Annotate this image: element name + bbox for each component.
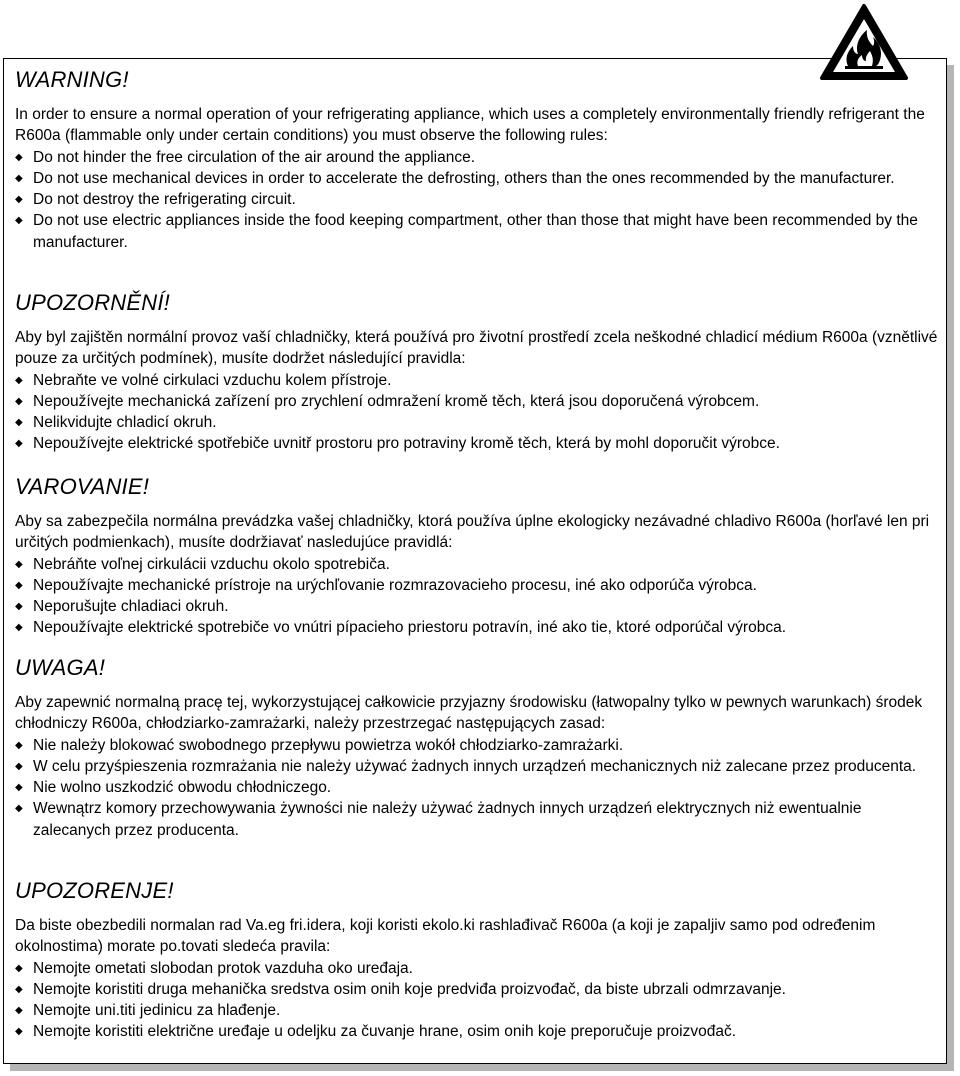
section-heading: WARNING! [15, 67, 129, 92]
bullet-icon: ◆ [15, 1005, 23, 1017]
section-heading: UPOZORNĚNÍ! [15, 290, 170, 315]
bullet-icon: ◆ [15, 215, 23, 227]
rule-text: Nemojte ometati slobodan protok vazduha oko uređaja. [33, 959, 413, 977]
rule-text: Nepoužívajte mechanické prístroje na urýchľovanie rozmrazovacieho procesu, iné ako odporúča výrobca. [33, 576, 757, 594]
rule-text: Nepoužívajte elektrické spotrebiče vo vnútri pípacieho priestoru potravín, iné ako tie, ktoré odporúčal výrobca. [33, 619, 787, 637]
section-slovak [15, 474, 940, 639]
rule-text: Nemojte koristiti električne uređaje u odeljku za čuvanje hrane, osim onih koje preporučuje proizvođač. [33, 1023, 737, 1041]
section-serbian [15, 878, 940, 1043]
bullet-icon: ◆ [15, 803, 23, 815]
bullet-icon: ◆ [15, 760, 23, 772]
rule-item [15, 210, 940, 253]
bullet-icon: ◆ [15, 417, 23, 429]
rule-item [15, 756, 940, 777]
rule-text: W celu przyśpieszenia rozmrażania nie należy używać żadnych innych urządzeń mechanicznych niż zalecane przez producenta. [33, 757, 917, 775]
bullet-icon: ◆ [15, 194, 23, 206]
bullet-icon: ◆ [15, 395, 23, 407]
rule-text: Nebráňte voľnej cirkulácii vzduchu okolo spotrebiča. [33, 555, 390, 573]
section-heading: UPOZORENJE! [15, 878, 174, 903]
section-intro: Da biste obezbedili normalan rad Va.eg fri.idera, koji koristi ekolo.ki rashlađivač R600a (a koji je zapaljiv samo pod određenim okolnostima) morate po.tovati sledeća pravila: [15, 917, 876, 956]
section-intro: Aby zapewnić normalną pracę tej, wykorzystującej całkowicie przyjazny środowisku (łatwopalny tylko w pewnych warunkach) środek chłodniczy R600a, chłodziarko-zamrażarki, należy przestrzegać następujących zasad: [15, 694, 923, 733]
rule-text: Do not use electric appliances inside the food keeping compartment, other than those that might have been recommended by the manufacturer. [33, 212, 918, 251]
rule-text: Nemojte koristiti druga mehanička sredstva osim onih koje predviđa proizvođač, da biste ubrzali odmrzavanje. [33, 980, 786, 998]
rule-item [15, 958, 940, 979]
bullet-icon: ◆ [15, 1026, 23, 1038]
rule-item [15, 596, 940, 617]
bullet-icon: ◆ [15, 782, 23, 794]
rule-text: Neporušujte chladiaci okruh. [33, 598, 229, 616]
rule-item [15, 1021, 940, 1042]
bullet-icon: ◆ [15, 558, 23, 570]
rule-item [15, 979, 940, 1000]
rule-text: Nie należy blokować swobodnego przepływu powietrza wokół chłodziarko-zamrażarki. [33, 736, 624, 754]
rule-text: Nepoužívejte elektrické spotřebiče uvnitř prostoru pro potraviny kromě těch, která by mohl doporučit výrobce. [33, 435, 780, 453]
bullet-icon: ◆ [15, 172, 23, 184]
rule-item [15, 433, 940, 454]
rule-item [15, 798, 940, 841]
bullet-icon: ◆ [15, 962, 23, 974]
bullet-icon: ◆ [15, 438, 23, 450]
bullet-icon: ◆ [15, 739, 23, 751]
rule-item [15, 777, 940, 798]
bullet-icon: ◆ [15, 579, 23, 591]
section-intro: Aby byl zajištěn normální provoz vaší chladničky, která používá pro životní prostředí zcela neškodné chladicí médium R600a (vznětlivé pouze za určitých podmínek), musíte dodržet následující pravidla: [15, 329, 938, 368]
rule-item [15, 189, 940, 210]
rule-text: Nelikvidujte chladicí okruh. [33, 414, 217, 432]
rule-text: Nemojte uni.titi jedinicu za hlađenje. [33, 1002, 281, 1020]
section-czech [15, 290, 940, 455]
bullet-icon: ◆ [15, 374, 23, 386]
rule-text: Nebraňte ve volné cirkulaci vzduchu kolem přístroje. [33, 371, 392, 389]
rule-item [15, 735, 940, 756]
rule-item [15, 391, 940, 412]
section-intro: Aby sa zabezpečila normálna prevádzka vašej chladničky, ktorá používa úplne ekologicky nezávadné chladivo R600a (horľavé len pri určitých podmienkach), musíte dodržiavať nasledujúce pravidlá: [15, 513, 930, 552]
rule-text: Nepoužívejte mechanická zařízení pro zrychlení odmražení kromě těch, která jsou doporučená výrobcem. [33, 392, 760, 410]
rule-item [15, 412, 940, 433]
rule-text: Nie wolno uszkodzić obwodu chłodniczego. [33, 779, 332, 797]
rule-item [15, 554, 940, 575]
section-heading: UWAGA! [15, 655, 106, 680]
bullet-icon: ◆ [15, 601, 23, 613]
rule-text: Do not use mechanical devices in order to accelerate the defrosting, others than the ones recommended by the manufacturer. [33, 169, 895, 187]
rule-item [15, 1000, 940, 1021]
section-heading: VAROVANIE! [15, 474, 150, 499]
section-english [15, 67, 940, 253]
rule-text: Do not destroy the refrigerating circuit. [33, 191, 296, 209]
section-polish [15, 655, 940, 841]
rule-item [15, 168, 940, 189]
rule-text: Wewnątrz komory przechowywania żywności nie należy używać żadnych innych urządzeń elektrycznych niż ewentualnie zalecanych przez producenta. [33, 800, 862, 839]
rule-item [15, 575, 940, 596]
rule-item [15, 147, 940, 168]
rule-item [15, 617, 940, 638]
bullet-icon: ◆ [15, 983, 23, 995]
rule-item [15, 370, 940, 391]
section-intro: In order to ensure a normal operation of your refrigerating appliance, which uses a completely environmentally friendly refrigerant the R600a (flammable only under certain conditions) you must observe the following rules: [15, 106, 925, 145]
bullet-icon: ◆ [15, 151, 23, 163]
bullet-icon: ◆ [15, 622, 23, 634]
rule-text: Do not hinder the free circulation of the air around the appliance. [33, 148, 476, 166]
